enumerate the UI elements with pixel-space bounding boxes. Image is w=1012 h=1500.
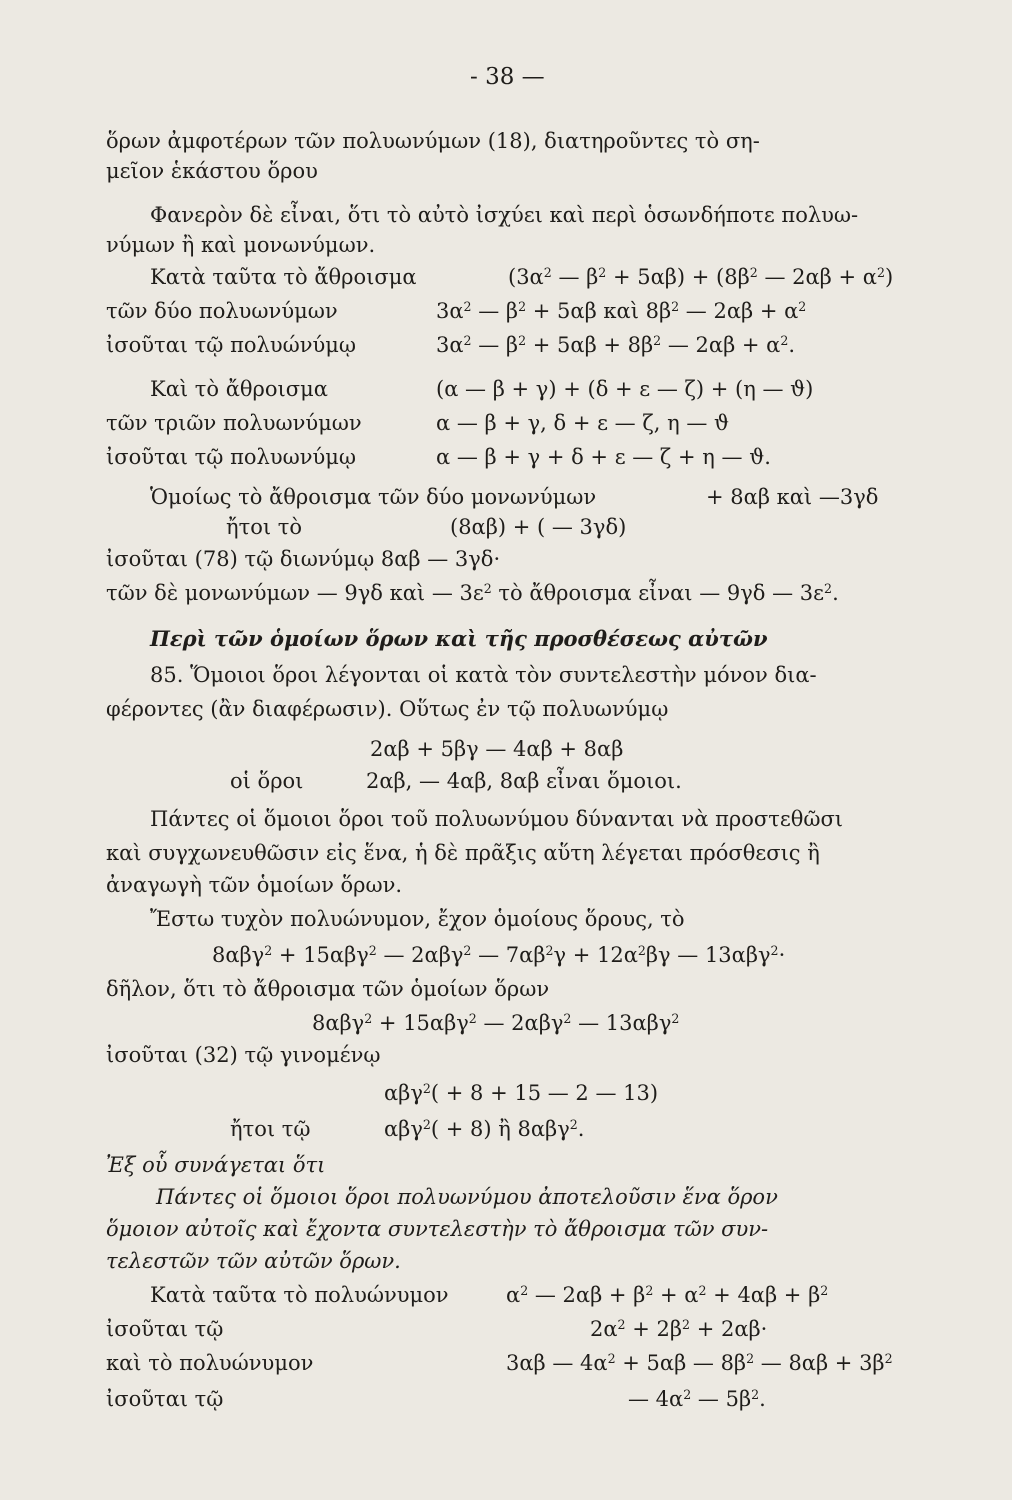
text-line: ἰσοῦται (32) τῷ γινομένῳ [106, 1043, 381, 1067]
text-line: καὶ τὸ πολυώνυμον [106, 1351, 314, 1375]
text-line: Κατὰ ταῦτα τὸ ἄθροισμα [150, 265, 417, 289]
formula: 3αβ — $4\alpha^2 + 5\alpha\beta$ — $8\beta^2$ — $8\alpha\beta + 3\beta^2$ [506, 1351, 893, 1375]
formula: 8αβγ$^2$ + 15αβγ$^2$ — 2αβγ$^2$ — $7\alpha\beta^2\gamma + 12\alpha^2\beta\gamma$ — 13αβγ$^2$· [212, 943, 786, 967]
formula: $2\alpha^2 + 2\beta^2 + 2\alpha\beta\cdot$ [590, 1317, 768, 1341]
text-line: Κατὰ ταῦτα τὸ πολυώνυμον [150, 1283, 449, 1307]
text-line: φέροντες (ἂν διαφέρωσιν). Οὕτως ἐν τῷ πολυωνύμῳ [106, 697, 669, 721]
text-line: ὅμοιον αὐτοῖς καὶ ἔχοντα συντελεστὴν τὸ ἄθροισμα τῶν συν- [106, 1217, 769, 1241]
formula: 2αβ, — 4αβ, 8αβ εἶναι ὅμοιοι. [366, 769, 682, 793]
formula: α — β + γ + δ + ε — ζ + η — ϑ. [436, 445, 771, 469]
text-line: οἱ ὅροι [230, 769, 304, 793]
text-line: Πάντες οἱ ὅμοιοι ὅροι πολυωνύμου ἀποτελοῦσιν ἕνα ὅρον [156, 1185, 778, 1209]
text-line: ἰσοῦται τῷ [106, 1317, 224, 1341]
formula: αβγ$^2$( + 8 + 15 — 2 — 13) [384, 1081, 659, 1105]
text-line: Καὶ τὸ ἄθροισμα [150, 377, 328, 401]
text-line: Ὁμοίως τὸ ἄθροισμα τῶν δύο μονωνύμων [150, 485, 597, 509]
text-line: Φανερὸν δὲ εἶναι, ὅτι τὸ αὐτὸ ἰσχύει καὶ περὶ ὁσωνδήποτε πολυω- [150, 203, 859, 227]
text-line: τῶν δὲ μονωνύμων — 9γδ καὶ — $3\varepsilon^2$ τὸ ἄθροισμα εἶναι — 9γδ — $3\varepsilon^2$. [106, 581, 839, 605]
text-line: τῶν δύο πολυωνύμων [106, 299, 338, 323]
page-number: - 38 — [470, 64, 545, 90]
text-line: καὶ συγχωνευθῶσιν εἰς ἕνα, ἡ δὲ πρᾶξις αὕτη λέγεται πρόσθεσις ἢ [106, 841, 820, 865]
text-line: τελεστῶν τῶν αὐτῶν ὅρων. [106, 1249, 401, 1273]
formula: ($3\alpha^2$ — $\beta^2 + 5\alpha\beta) + (8\beta^2$ — $2\alpha\beta + \alpha^2$) [508, 265, 894, 289]
text-line: ἰσοῦται τῷ πολυωνύμῳ [106, 445, 357, 469]
formula: $3\alpha^2$ — $\beta^2 + 5\alpha\beta + 8\beta^2$ — $2\alpha\beta + \alpha^2$. [436, 333, 796, 357]
text-line: Ἐξ οὗ συνάγεται ὅτι [106, 1153, 326, 1177]
text-line: ἤτοι τῷ [230, 1117, 311, 1141]
section-heading: Περὶ τῶν ὁμοίων ὅρων καὶ τῆς προσθέσεως αὐτῶν [150, 626, 768, 651]
formula: — $4\alpha^2$ — $5\beta^2$. [628, 1387, 766, 1411]
formula: (8αβ) + ( — 3γδ) [450, 515, 627, 539]
text-line: ἰσοῦται τῷ [106, 1387, 224, 1411]
text-line: δῆλον, ὅτι τὸ ἄθροισμα τῶν ὁμοίων ὅρων [106, 977, 550, 1001]
text-line: ὅρων ἀμφοτέρων τῶν πολυωνύμων (18), διατηροῦντες τὸ ση- [106, 129, 760, 153]
formula: 8αβγ$^2$ + 15αβγ$^2$ — 2αβγ$^2$ — 13αβγ$^2$ [312, 1011, 680, 1035]
text-line: ἤτοι τὸ [226, 515, 303, 539]
formula: $\alpha^2$ — $2\alpha\beta + \beta^2 + \alpha^2 + 4\alpha\beta + \beta^2$ [506, 1283, 829, 1307]
formula: $3\alpha^2$ — $\beta^2 + 5\alpha\beta$ καὶ $8\beta^2$ — $2\alpha\beta + \alpha^2$ [436, 299, 807, 323]
text-line: ἰσοῦται τῷ πολυώνύμῳ [106, 333, 357, 357]
formula: (α — β + γ) + (δ + ε — ζ) + (η — ϑ) [436, 377, 814, 401]
text-line: ἀναγωγὴ τῶν ὁμοίων ὅρων. [106, 873, 403, 897]
text-line: ἰσοῦται (78) τῷ διωνύμῳ 8αβ — 3γδ· [106, 547, 501, 571]
formula: αβγ$^2$( + 8) ἢ 8αβγ$^2$. [384, 1117, 585, 1141]
formula: + 8αβ καὶ —3γδ [706, 485, 879, 509]
text-line: νύμων ἢ καὶ μονωνύμων. [106, 233, 376, 257]
text-line: 85. Ὅμοιοι ὅροι λέγονται οἱ κατὰ τὸν συντελεστὴν μόνον δια- [150, 663, 817, 687]
text-line: μεῖον ἑκάστου ὅρου [106, 159, 318, 183]
formula: 2αβ + 5βγ — 4αβ + 8αβ [370, 737, 624, 761]
text-line: Πάντες οἱ ὅμοιοι ὅροι τοῦ πολυωνύμου δύνανται νὰ προστεθῶσι [150, 807, 844, 831]
text-line: Ἔστω τυχὸν πολυώνυμον, ἔχον ὁμοίους ὅρους, τὸ [150, 907, 685, 931]
formula: α — β + γ, δ + ε — ζ, η — ϑ [436, 411, 730, 435]
text-line: τῶν τριῶν πολυωνύμων [106, 411, 362, 435]
